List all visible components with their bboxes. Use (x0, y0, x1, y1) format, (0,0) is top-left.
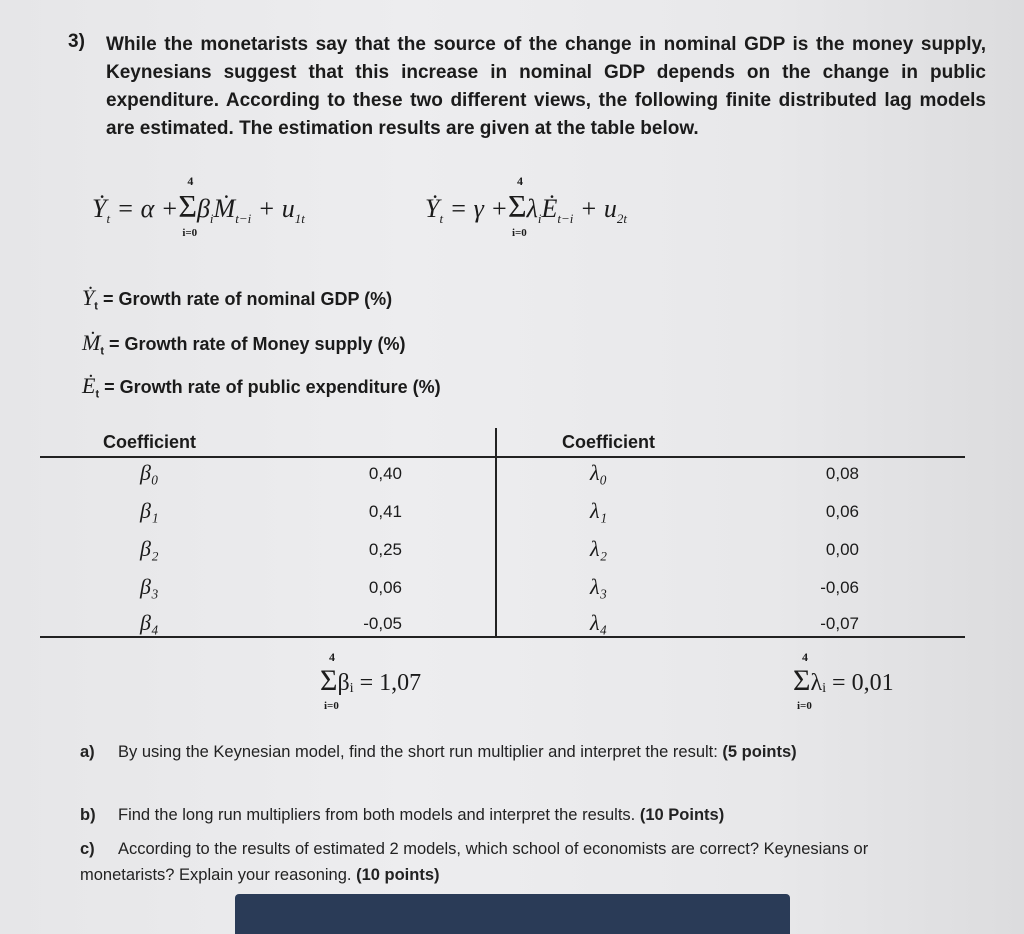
table-divider (495, 428, 497, 637)
definition-expenditure: $Ė_t$ = Growth rate of public expenditure (%) (82, 373, 441, 401)
beta-symbol: β₃ (140, 574, 159, 599)
lambda-value: 0,08 (825, 464, 859, 483)
monetarist-equation: Ẏ$_t$ = α + 4 Σ i=0 $\beta_iṀ_{t-i} + u_{1t}$ (92, 174, 305, 239)
bottom-dark-bar (235, 894, 790, 934)
lambda-value: 0,00 (825, 540, 859, 559)
definition-gdp: Ẏ$_t$ = Growth rate of nominal GDP (%) (82, 285, 393, 313)
lambda-value: -0,07 (820, 614, 859, 633)
right-header: Coefficient (562, 432, 656, 452)
keynesian-equation: Ẏ$_t$ = γ + 4 Σ i=0 $\lambda_iĖ_{t-i} + u_{2t}$ (425, 174, 628, 239)
left-header: Coefficient (103, 432, 197, 452)
lambda-symbol: λ₄ (590, 610, 608, 635)
beta-symbol: β₂ (140, 536, 159, 561)
beta-symbol: β₀ (140, 460, 159, 485)
subquestion-c: c) According to the results of estimated 2 models, which school of economists are correct? Keynesians or monetarists? Explain your reasoning. (10 points) (80, 840, 869, 884)
beta-value: 0,41 (368, 502, 402, 521)
sum-lambda: 4 Σ i=0 λᵢ = 0,01 (793, 650, 894, 712)
table-bottom-rule (40, 636, 965, 638)
lambda-symbol: λ₂ (590, 536, 608, 561)
question-number: 3) (68, 31, 85, 52)
lambda-symbol: λ₀ (590, 460, 608, 485)
table-top-rule (40, 456, 965, 458)
sum-beta: 4 Σ i=0 βᵢ = 1,07 (320, 650, 422, 712)
lambda-value: -0,06 (820, 578, 859, 597)
subquestion-b: b) Find the long run multipliers from both models and interpret the results. (10 Points) (80, 806, 725, 824)
beta-value: 0,25 (368, 540, 402, 559)
definition-money: Ṁ$_t$ = Growth rate of Money supply (%) (82, 330, 406, 358)
beta-symbol: β₁ (140, 498, 159, 523)
beta-symbol: β₄ (140, 610, 159, 635)
question-intro: While the monetarists say that the source of the change in nominal GDP is the money supply, Keynesians suggest that this increase in nominal GDP depends on the change in public expenditure. According to these two different views, the following finite distributed lag models are estimated. The estimation results are given at the table below. (106, 34, 986, 139)
beta-value: -0,05 (363, 614, 402, 633)
subquestion-a: a) By using the Keynesian model, find the short run multiplier and interpret the result: (5 points) (80, 743, 797, 761)
lambda-value: 0,06 (825, 502, 859, 521)
lambda-symbol: λ₃ (590, 574, 608, 599)
beta-value: 0,40 (368, 464, 402, 483)
lambda-symbol: λ₁ (590, 498, 608, 523)
beta-value: 0,06 (368, 578, 402, 597)
